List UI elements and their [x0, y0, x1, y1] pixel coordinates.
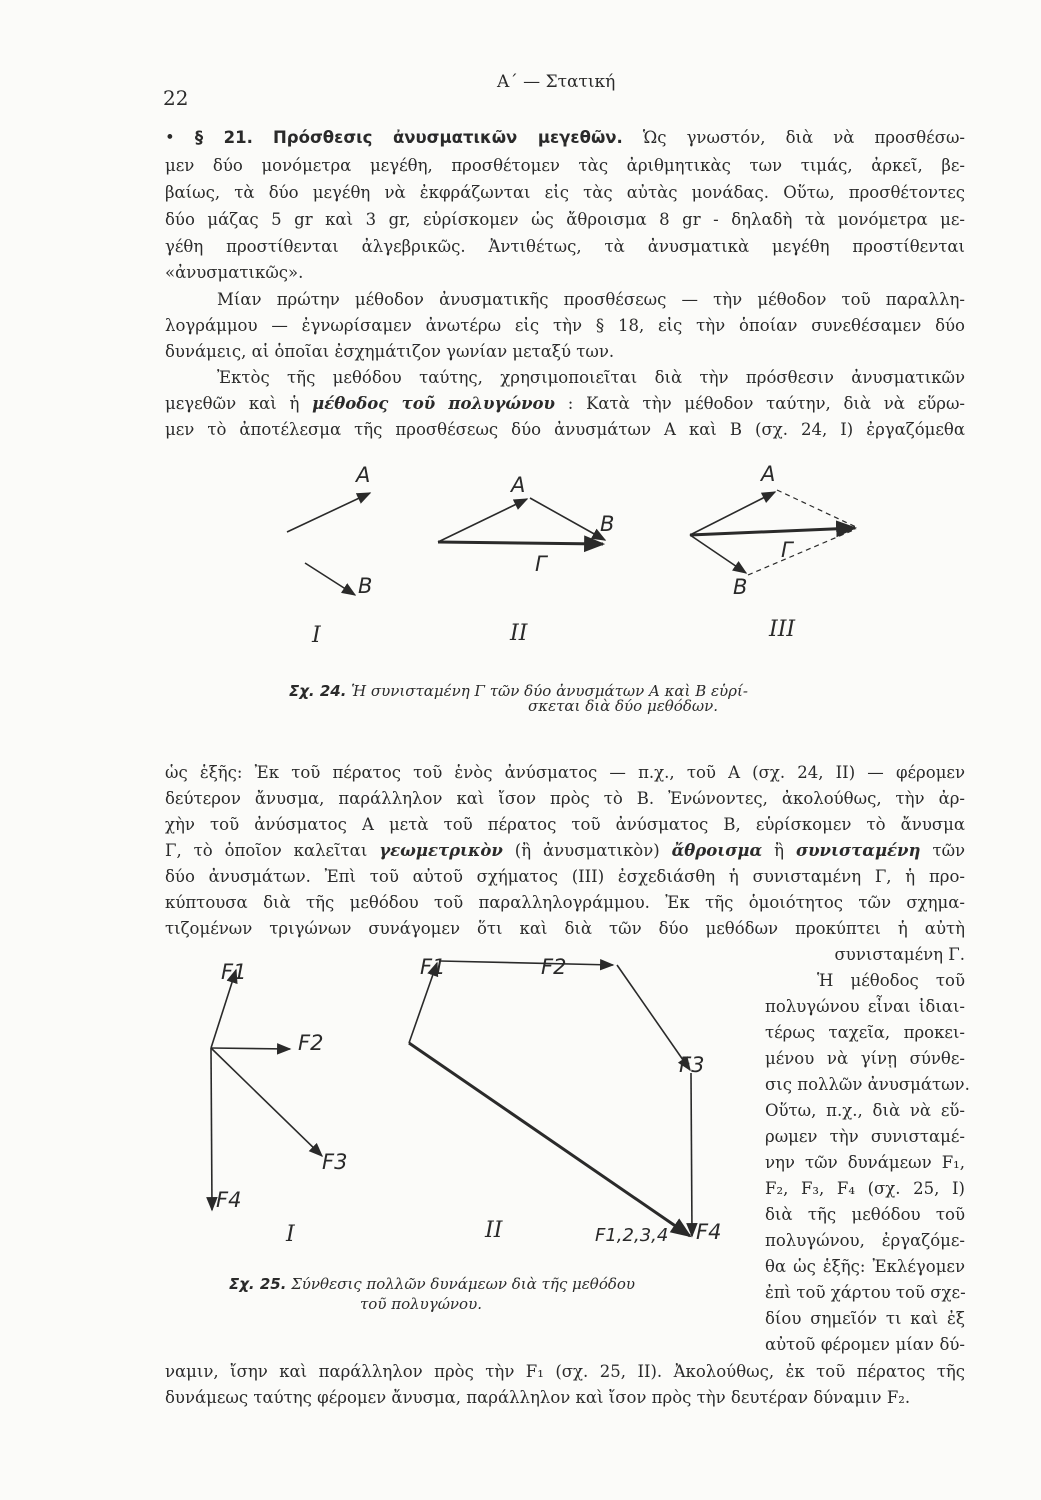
text-line: δεύτερον ἄνυσμα, παράλληλον καὶ ἴσον πρὸς τὸ Β. Ἐνώνοντες, ἀκολούθως, τὴν ἀρ- — [165, 789, 965, 808]
text-line: «ἀνυσματικῶς». — [165, 263, 304, 282]
fig24-caption-number: Σχ. 24. — [289, 682, 347, 700]
fig24-III-resultant — [690, 528, 855, 535]
fig24-III-label-B: B — [733, 575, 748, 599]
fig25-I-label-F4: F4 — [216, 1188, 242, 1212]
fig24-III-dashed-side — [777, 490, 856, 527]
side-text-line: διὰ τῆς μεθόδου τοῦ — [765, 1205, 965, 1224]
text-line: δυνάμεως ταύτης φέρομεν ἄνυσμα, παράλληλον καὶ ἴσον πρὸς τὴν δευτέραν δύναμιν F₂. — [165, 1388, 911, 1407]
side-text-line: Ἡ μέθοδος τοῦ — [817, 971, 965, 990]
fig25-I-vector-F3 — [211, 1048, 322, 1156]
fig24-caption-line: σκεται διὰ δύο μεθόδων. — [528, 697, 718, 715]
text-span: : Κατὰ τὴν μέθοδον ταύτην, διὰ νὰ εὕρω- — [567, 394, 966, 413]
text-line: κύπτουσα διὰ τῆς μεθόδου τοῦ παραλληλογράμμου. Ἐκ τῆς ὁμοιότητος τῶν σχημα- — [165, 893, 965, 912]
text-line: λογράμμου — ἐγνωρίσαμεν ἀνωτέρω εἰς τὴν § 18, εἰς τὴν ὁποίαν συνεθέσαμεν δύο — [165, 316, 965, 335]
fig24-III-vector-B — [690, 535, 746, 573]
side-text-line: F₂, F₃, F₄ (σχ. 25, I) — [765, 1179, 965, 1198]
section-marker: • — [165, 128, 175, 147]
fig25-roman-I: I — [286, 1222, 295, 1247]
text-line: τιζομένων τριγώνων συνάγομεν ὅτι καὶ διὰ τῶν δύο μεθόδων προκύπτει ἡ αὐτὴ — [165, 919, 965, 938]
fig24-II-label-A: A — [511, 473, 526, 497]
text-line — [165, 841, 965, 860]
side-text-line: ἐπὶ τοῦ χάρτου τοῦ σχε- — [765, 1283, 966, 1302]
side-text-line: ρωμεν τὴν συνισταμέ- — [765, 1127, 965, 1146]
fig24-roman-III: III — [769, 617, 796, 642]
page-number: 22 — [163, 86, 189, 110]
text-line: γέθη προστίθενται ἀλγεβρικῶς. Ἀντιθέτως, τὰ ἀνυσματικὰ μεγέθη προστίθενται — [165, 237, 965, 256]
side-text-line: τέρως ταχεῖα, προκει- — [765, 1023, 965, 1042]
fig25-I-vector-F4 — [211, 1048, 212, 1210]
fig24-I-vector-B — [305, 563, 355, 595]
fig24-III-vector-A — [690, 492, 775, 535]
fig25-I-label-F1: F1 — [221, 960, 247, 984]
side-text-line: Οὕτω, π.χ., διὰ νὰ εὕ- — [765, 1101, 965, 1120]
side-text-line: σις πολλῶν ἀνυσμάτων. — [765, 1075, 970, 1094]
fig24-I-label-B: B — [358, 574, 373, 598]
fig24-II-label-resultant: Γ — [535, 552, 547, 576]
fig25-I-label-F2: F2 — [298, 1031, 324, 1055]
text-line: βαίως, τὰ δύο μεγέθη νὰ ἐκφράζωνται εἰς τὰς αὐτὰς μονάδας. Οὕτω, προσθέτοντες — [165, 183, 965, 202]
fig24-II-vector-A — [438, 499, 527, 542]
text-line: δύο ἀνυσμάτων. Ἐπὶ τοῦ αὐτοῦ σχήματος (III) ἐσχεδιάσθη ἡ συνισταμένη Γ, ἡ προ- — [165, 867, 965, 886]
text-line: δυνάμεις, αἱ ὁποῖαι ἐσχημάτιζον γωνίαν μεταξύ των. — [165, 342, 615, 361]
side-text-line: πολυγώνου εἶναι ἰδιαι- — [765, 997, 965, 1016]
section-title: Πρόσθεσις ἀνυσματικῶν μεγεθῶν. — [273, 128, 623, 147]
text-line: Μίαν πρώτην μέθοδον ἀνυσματικῆς προσθέσεως — τὴν μέθοδον τοῦ παραλλη- — [217, 290, 965, 309]
fig25-caption-number: Σχ. 25. — [229, 1275, 287, 1293]
fig25-I-label-F3: F3 — [322, 1150, 348, 1174]
side-text-line: πολυγώνου, ἐργαζόμε- — [765, 1231, 965, 1250]
text-line: ναμιν, ἴσην καὶ παράλληλον πρὸς τὴν F₁ (σχ. 25, II). Ἀκολούθως, ἐκ τοῦ πέρατος τῆς — [165, 1362, 965, 1381]
text-span: τῶν — [932, 841, 966, 860]
side-text-line: θα ὡς ἑξῆς: Ἐκλέγομεν — [765, 1257, 965, 1276]
fig25-II-label-F1: F1 — [420, 955, 446, 979]
fig25-roman-II: II — [485, 1218, 503, 1243]
fig24-II-vector-B — [530, 498, 605, 540]
fig24-II-resultant — [438, 542, 603, 544]
side-text-line: δίου σημεῖόν τι καὶ ἐξ — [765, 1309, 965, 1328]
fig25-caption-line: τοῦ πολυγώνου. — [360, 1295, 482, 1313]
fig24-III-dashed-side — [748, 529, 856, 575]
text-line: μεν δύο μονόμετρα μεγέθη, προσθέτομεν τὰς ἀριθμητικὰς των τιμάς, ἀρκεῖ, βε- — [165, 156, 965, 175]
text-line: χὴν τοῦ ἀνύσματος Α μετὰ τοῦ πέρατος τοῦ ἀνύσματος Β, εὑρίσκομεν τὸ ἄνυσμα — [165, 815, 965, 834]
fig25-II-vector-F4 — [691, 1073, 692, 1236]
fig24-I-vector-A — [287, 493, 370, 532]
text-span: ἢ — [774, 841, 785, 860]
fig25-II-label-F2: F2 — [541, 955, 567, 979]
text-line: συνισταμένη Γ. — [834, 945, 965, 964]
text-span: μεγεθῶν καὶ ἡ — [165, 394, 300, 413]
emphasis-resultant: συνισταμένη — [795, 841, 921, 860]
section-number: § 21. — [194, 128, 253, 147]
side-text-line: μένου νὰ γίνῃ σύνθε- — [765, 1049, 965, 1068]
fig24-III-label-resultant: Γ — [781, 538, 793, 562]
fig24-I-label-A: A — [356, 463, 371, 487]
running-head: Α΄ — Στατική — [497, 72, 616, 92]
text-span: (ἢ ἀνυσματικὸν) — [514, 841, 660, 860]
emphasis-polygon-method: μέθοδος τοῦ πολυγώνου — [312, 394, 556, 413]
side-text-line: νην τῶν δυνάμεων F₁, — [765, 1153, 965, 1172]
side-text-line: αὐτοῦ φέρομεν μίαν δύ- — [765, 1335, 965, 1354]
text-line: μεν τὸ ἀποτέλεσμα τῆς προσθέσεως δύο ἀνυσμάτων Α καὶ Β (σχ. 24, I) ἐργαζόμεθα — [165, 420, 965, 439]
text-line: ὡς ἑξῆς: Ἐκ τοῦ πέρατος τοῦ ἑνὸς ἀνύσματος — π.χ., τοῦ Α (σχ. 24, II) — φέρομεν — [165, 763, 965, 782]
fig25-II-label-F3: F3 — [679, 1053, 705, 1077]
fig25-II-resultant — [409, 1043, 690, 1236]
fig24-II-label-B: B — [600, 512, 615, 536]
text-span: Γ, τὸ ὁποῖον καλεῖται — [165, 841, 368, 860]
fig25-caption-line: Σύνθεσις πολλῶν δυνάμεων διὰ τῆς μεθόδου — [291, 1275, 636, 1293]
emphasis-geometric: γεωμετρικὸν — [379, 841, 503, 860]
fig24-roman-I: I — [312, 623, 321, 648]
fig24-III-label-A: A — [761, 462, 776, 486]
emphasis-sum: ἄθροισμα — [671, 841, 763, 860]
fig25-II-label-F4: F4 — [696, 1220, 722, 1244]
fig25-caption — [229, 1275, 635, 1293]
text-line: δύο μάζας 5 gr καὶ 3 gr, εὑρίσκομεν ὡς ἄθροισμα 8 gr - δηλαδὴ τὰ μονόμετρα με- — [165, 210, 965, 229]
fig24-roman-II: II — [510, 621, 528, 646]
fig25-II-label-resultant: F1,2,3,4 — [595, 1225, 669, 1246]
text-line: Ἐκτὸς τῆς μεθόδου ταύτης, χρησιμοποιεῖται διὰ τὴν πρόσθεσιν ἀνυσματικῶν — [217, 368, 965, 387]
fig24-caption-line: Ἡ συνισταμένη Γ τῶν δύο ἀνυσμάτων Α καὶ Β εὑρί- — [351, 682, 748, 700]
fig25-I-vector-F2 — [211, 1048, 290, 1049]
text-line: Ὡς γνωστόν, διὰ νὰ προσθέσω- — [642, 128, 966, 147]
